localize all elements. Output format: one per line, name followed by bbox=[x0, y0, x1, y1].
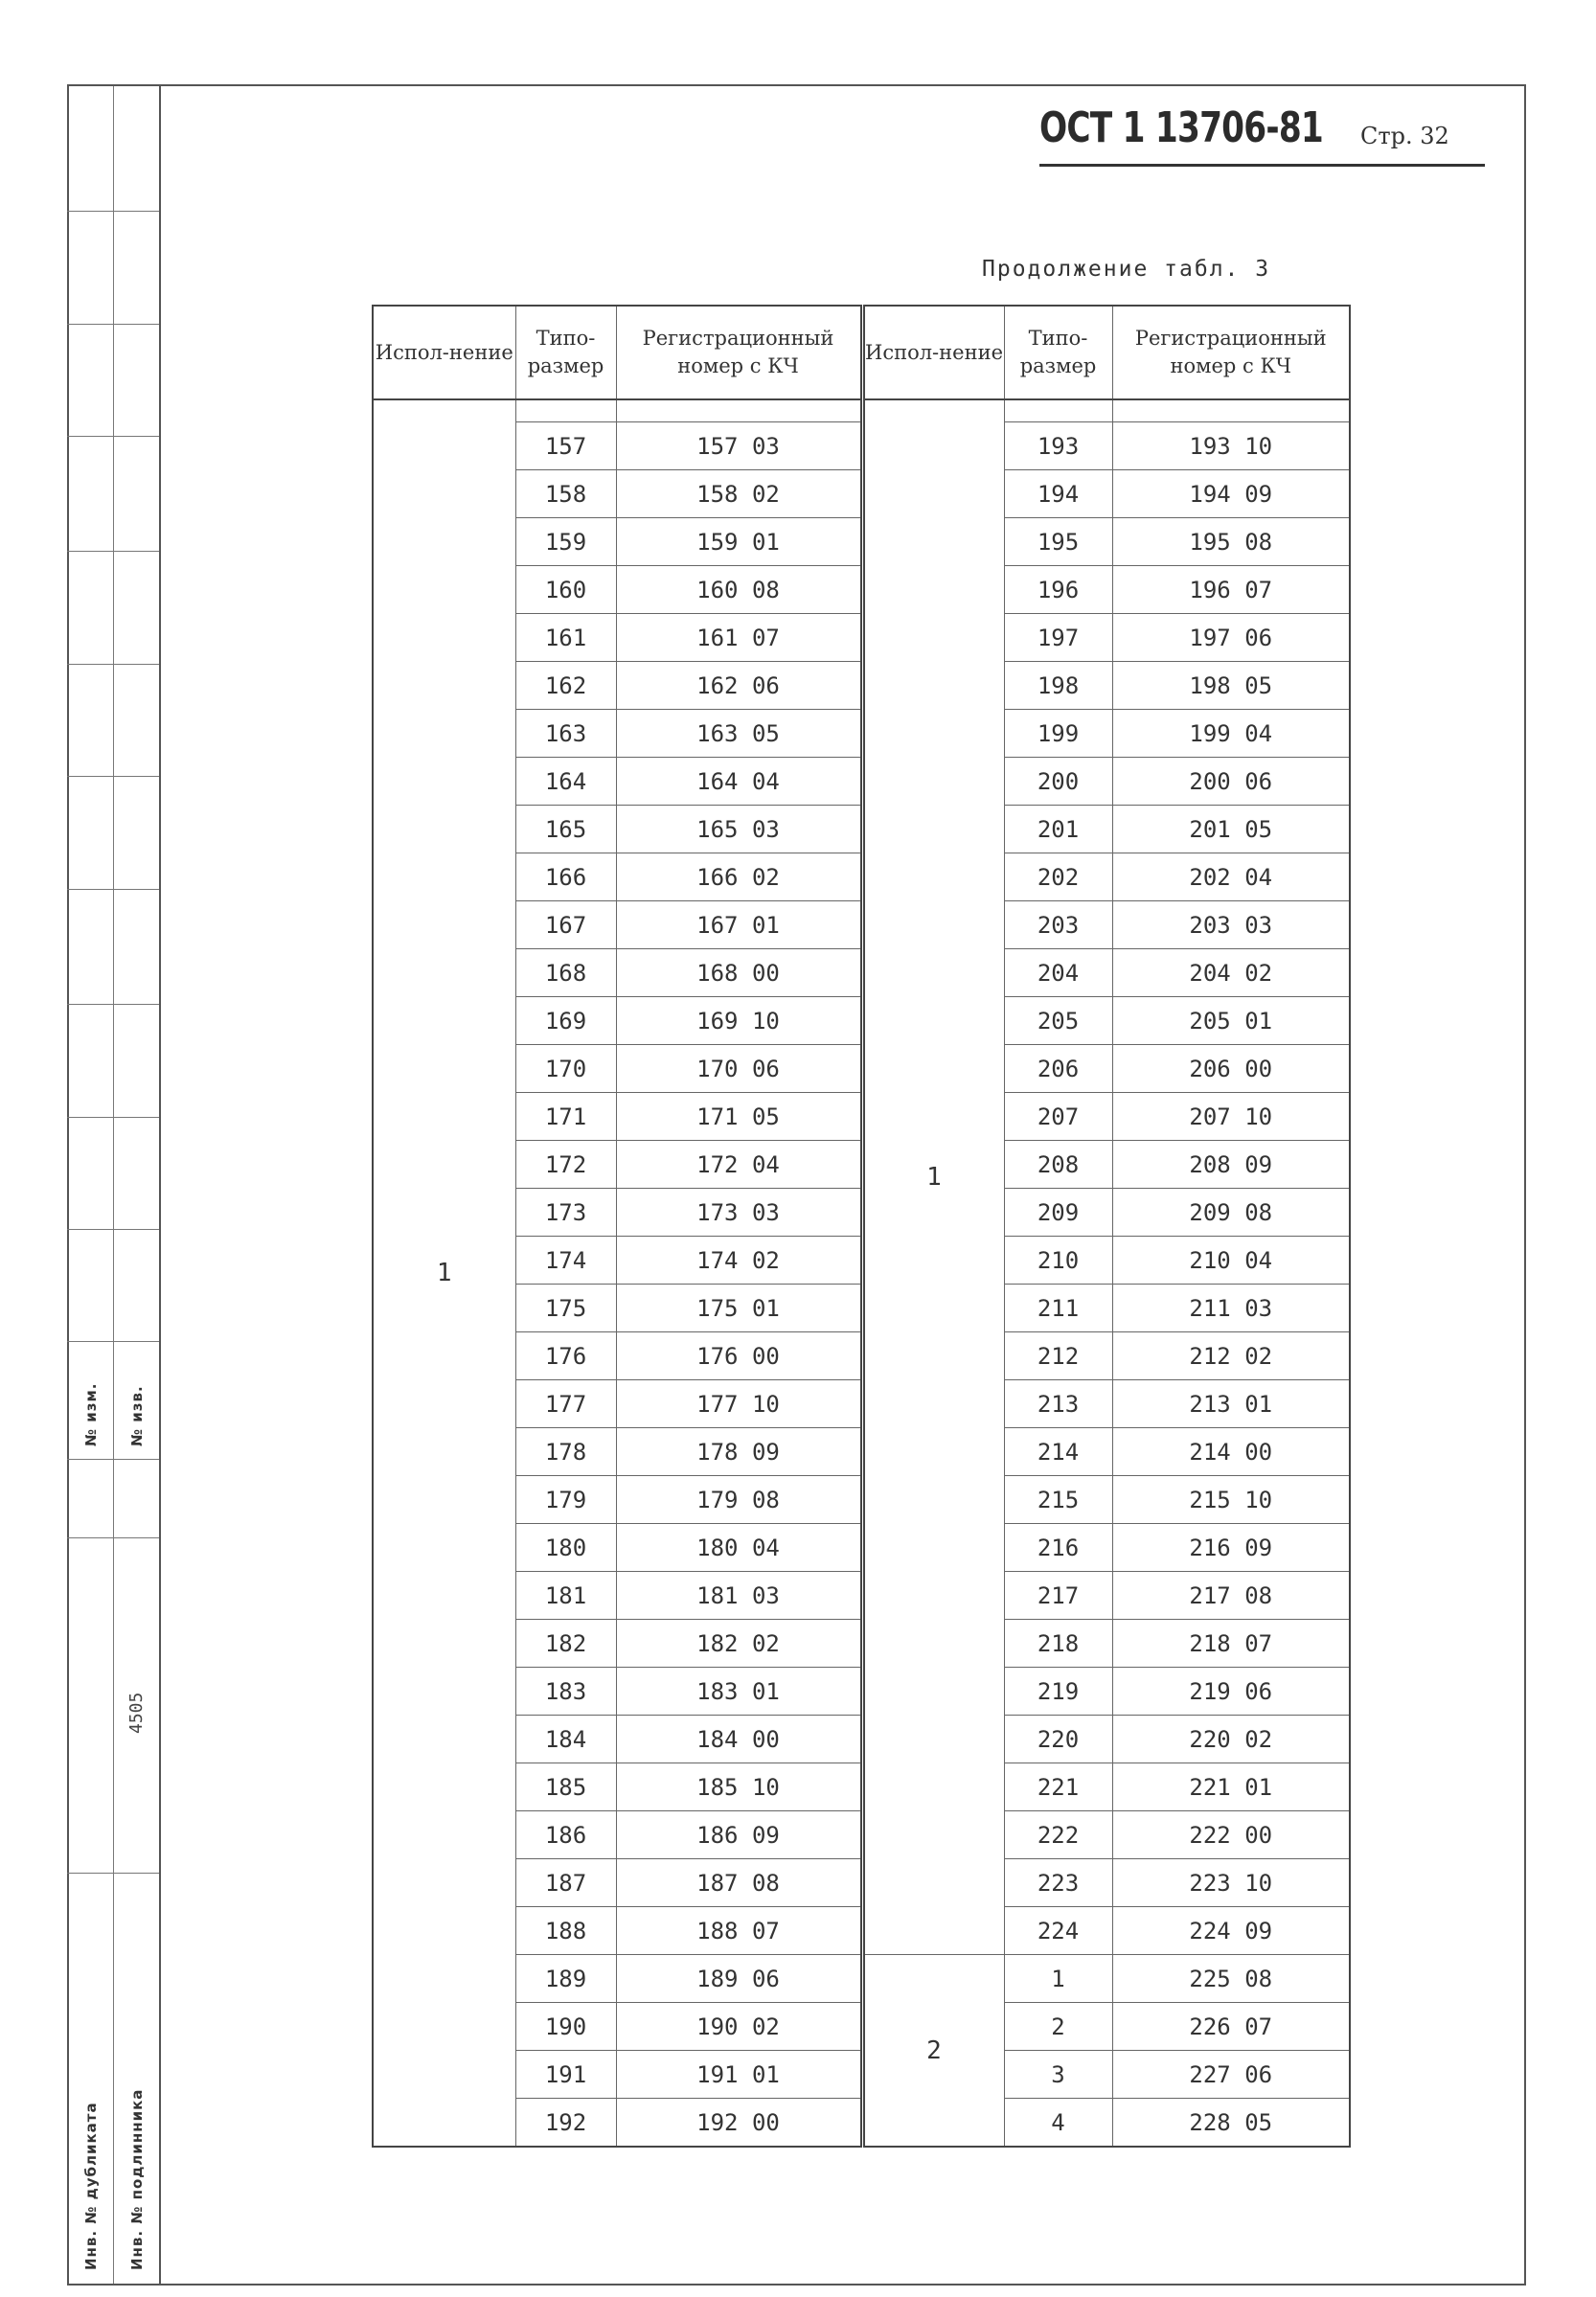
table-row bbox=[373, 949, 1350, 997]
stamp-rule bbox=[67, 664, 159, 665]
table-row bbox=[373, 1620, 1350, 1668]
reg-nomer-cell: 174 02 bbox=[616, 1237, 862, 1285]
stamp-rule bbox=[67, 1459, 159, 1460]
tiporazmer-cell: 189 bbox=[515, 1955, 616, 2003]
reg-nomer-cell: 181 03 bbox=[616, 1572, 862, 1620]
tiporazmer-cell: 192 bbox=[515, 2099, 616, 2148]
reg-nomer-cell: 208 09 bbox=[1112, 1141, 1350, 1189]
reg-nomer-cell: 167 01 bbox=[616, 901, 862, 949]
reg-nomer-cell: 164 04 bbox=[616, 758, 862, 806]
reg-nomer-cell: 207 10 bbox=[1112, 1093, 1350, 1141]
table-row bbox=[373, 1332, 1350, 1380]
stamp-rule bbox=[67, 776, 159, 777]
tiporazmer-cell: 166 bbox=[515, 853, 616, 901]
reg-nomer-cell: 196 07 bbox=[1112, 566, 1350, 614]
reg-nomer-cell: 190 02 bbox=[616, 2003, 862, 2051]
spacer-cell bbox=[1004, 399, 1112, 422]
reg-nomer-cell: 176 00 bbox=[616, 1332, 862, 1380]
table-row bbox=[373, 1093, 1350, 1141]
reg-nomer-cell: 161 07 bbox=[616, 614, 862, 662]
reg-nomer-cell: 163 05 bbox=[616, 710, 862, 758]
tiporazmer-cell: 195 bbox=[1004, 518, 1112, 566]
reg-nomer-cell: 194 09 bbox=[1112, 470, 1350, 518]
tiporazmer-cell: 190 bbox=[515, 2003, 616, 2051]
reg-nomer-cell: 186 09 bbox=[616, 1811, 862, 1859]
tiporazmer-cell: 208 bbox=[1004, 1141, 1112, 1189]
table-row bbox=[373, 614, 1350, 662]
reg-nomer-cell: 169 10 bbox=[616, 997, 862, 1045]
stamp-rule bbox=[67, 551, 159, 552]
tiporazmer-cell: 188 bbox=[515, 1907, 616, 1955]
reg-nomer-cell: 182 02 bbox=[616, 1620, 862, 1668]
reg-nomer-cell: 198 05 bbox=[1112, 662, 1350, 710]
tiporazmer-cell: 217 bbox=[1004, 1572, 1112, 1620]
stamp-rule bbox=[67, 1341, 159, 1342]
reg-nomer-cell: 206 00 bbox=[1112, 1045, 1350, 1093]
table-row bbox=[373, 1668, 1350, 1716]
tiporazmer-cell: 221 bbox=[1004, 1763, 1112, 1811]
tiporazmer-cell: 163 bbox=[515, 710, 616, 758]
reg-nomer-cell: 201 05 bbox=[1112, 806, 1350, 853]
reg-nomer-cell: 180 04 bbox=[616, 1524, 862, 1572]
podl-label: Инв. № подлинника bbox=[128, 2088, 146, 2270]
tiporazmer-cell: 207 bbox=[1004, 1093, 1112, 1141]
reg-nomer-cell: 159 01 bbox=[616, 518, 862, 566]
reg-nomer-cell: 166 02 bbox=[616, 853, 862, 901]
tiporazmer-cell: 180 bbox=[515, 1524, 616, 1572]
tiporazmer-cell: 186 bbox=[515, 1811, 616, 1859]
table-row bbox=[373, 1955, 1350, 2003]
registration-table bbox=[372, 305, 1351, 2148]
tiporazmer-cell: 171 bbox=[515, 1093, 616, 1141]
tiporazmer-cell: 187 bbox=[515, 1859, 616, 1907]
tiporazmer-cell: 218 bbox=[1004, 1620, 1112, 1668]
spacer-cell bbox=[1112, 399, 1350, 422]
izm-label: № изм. bbox=[82, 1382, 100, 1446]
tiporazmer-cell: 212 bbox=[1004, 1332, 1112, 1380]
reg-nomer-cell: 185 10 bbox=[616, 1763, 862, 1811]
page-number: Стр. 32 bbox=[1360, 123, 1449, 149]
tiporazmer-cell: 173 bbox=[515, 1189, 616, 1237]
tiporazmer-cell: 206 bbox=[1004, 1045, 1112, 1093]
table-row bbox=[373, 2003, 1350, 2051]
reg-nomer-cell: 209 08 bbox=[1112, 1189, 1350, 1237]
reg-nomer-cell: 205 01 bbox=[1112, 997, 1350, 1045]
tiporazmer-cell: 224 bbox=[1004, 1907, 1112, 1955]
tiporazmer-cell: 162 bbox=[515, 662, 616, 710]
reg-nomer-cell: 211 03 bbox=[1112, 1285, 1350, 1332]
tiporazmer-cell: 160 bbox=[515, 566, 616, 614]
reg-nomer-cell: 221 01 bbox=[1112, 1763, 1350, 1811]
reg-nomer-cell: 189 06 bbox=[616, 1955, 862, 2003]
reg-nomer-cell: 202 04 bbox=[1112, 853, 1350, 901]
tiporazmer-cell: 202 bbox=[1004, 853, 1112, 901]
tiporazmer-cell: 165 bbox=[515, 806, 616, 853]
col-header-reg-nomer: Регистрационный номер с КЧ bbox=[1112, 306, 1350, 399]
tiporazmer-cell: 161 bbox=[515, 614, 616, 662]
reg-nomer-cell: 204 02 bbox=[1112, 949, 1350, 997]
stamp-rule bbox=[67, 1229, 159, 1230]
reg-nomer-cell: 199 04 bbox=[1112, 710, 1350, 758]
tiporazmer-cell: 170 bbox=[515, 1045, 616, 1093]
stamp-rule bbox=[67, 211, 159, 212]
table-row bbox=[373, 566, 1350, 614]
reg-nomer-cell: 222 00 bbox=[1112, 1811, 1350, 1859]
reg-nomer-cell: 227 06 bbox=[1112, 2051, 1350, 2099]
reg-nomer-cell: 172 04 bbox=[616, 1141, 862, 1189]
table-row bbox=[373, 758, 1350, 806]
tiporazmer-cell: 4 bbox=[1004, 2099, 1112, 2148]
tiporazmer-cell: 196 bbox=[1004, 566, 1112, 614]
tiporazmer-cell: 219 bbox=[1004, 1668, 1112, 1716]
tiporazmer-cell: 159 bbox=[515, 518, 616, 566]
reg-nomer-cell: 175 01 bbox=[616, 1285, 862, 1332]
reg-nomer-cell: 223 10 bbox=[1112, 1859, 1350, 1907]
reg-nomer-cell: 225 08 bbox=[1112, 1955, 1350, 2003]
tiporazmer-cell: 172 bbox=[515, 1141, 616, 1189]
reg-nomer-cell: 224 09 bbox=[1112, 1907, 1350, 1955]
reg-nomer-cell: 203 03 bbox=[1112, 901, 1350, 949]
col-header-tiporazmer: Типо-размер bbox=[515, 306, 616, 399]
tiporazmer-cell: 176 bbox=[515, 1332, 616, 1380]
reg-nomer-cell: 219 06 bbox=[1112, 1668, 1350, 1716]
reg-nomer-cell: 210 04 bbox=[1112, 1237, 1350, 1285]
tiporazmer-cell: 184 bbox=[515, 1716, 616, 1763]
tiporazmer-cell: 213 bbox=[1004, 1380, 1112, 1428]
tiporazmer-cell: 214 bbox=[1004, 1428, 1112, 1476]
table-header-row bbox=[373, 306, 1350, 399]
spacer-cell bbox=[616, 399, 862, 422]
table-row bbox=[373, 2099, 1350, 2148]
tiporazmer-cell: 220 bbox=[1004, 1716, 1112, 1763]
tiporazmer-cell: 167 bbox=[515, 901, 616, 949]
reg-nomer-cell: 179 08 bbox=[616, 1476, 862, 1524]
table-row bbox=[373, 1285, 1350, 1332]
reg-nomer-cell: 187 08 bbox=[616, 1859, 862, 1907]
doc-code: ОСТ 1 13706-81 bbox=[1039, 103, 1324, 152]
table-row bbox=[373, 1476, 1350, 1524]
tiporazmer-cell: 222 bbox=[1004, 1811, 1112, 1859]
reg-nomer-cell: 168 00 bbox=[616, 949, 862, 997]
tiporazmer-cell: 200 bbox=[1004, 758, 1112, 806]
tiporazmer-cell: 203 bbox=[1004, 901, 1112, 949]
tiporazmer-cell: 179 bbox=[515, 1476, 616, 1524]
tiporazmer-cell: 185 bbox=[515, 1763, 616, 1811]
reg-nomer-cell: 188 07 bbox=[616, 1907, 862, 1955]
table-row bbox=[373, 1237, 1350, 1285]
reg-nomer-cell: 212 02 bbox=[1112, 1332, 1350, 1380]
tiporazmer-cell: 168 bbox=[515, 949, 616, 997]
tiporazmer-cell: 182 bbox=[515, 1620, 616, 1668]
col-header-ispolnenie: Испол-нение bbox=[373, 306, 515, 399]
table-row bbox=[373, 470, 1350, 518]
reg-nomer-cell: 160 08 bbox=[616, 566, 862, 614]
table-row bbox=[373, 997, 1350, 1045]
tiporazmer-cell: 164 bbox=[515, 758, 616, 806]
tiporazmer-cell: 194 bbox=[1004, 470, 1112, 518]
tiporazmer-cell: 175 bbox=[515, 1285, 616, 1332]
reg-nomer-cell: 178 09 bbox=[616, 1428, 862, 1476]
table-row bbox=[373, 1189, 1350, 1237]
reg-nomer-cell: 162 06 bbox=[616, 662, 862, 710]
tiporazmer-cell: 210 bbox=[1004, 1237, 1112, 1285]
stamp-rule bbox=[67, 436, 159, 437]
reg-nomer-cell: 195 08 bbox=[1112, 518, 1350, 566]
reg-nomer-cell: 157 03 bbox=[616, 422, 862, 470]
table-row bbox=[373, 1572, 1350, 1620]
stamp-rule bbox=[67, 889, 159, 890]
reg-nomer-cell: 177 10 bbox=[616, 1380, 862, 1428]
table-row bbox=[373, 1811, 1350, 1859]
col-header-reg-nomer: Регистрационный номер с КЧ bbox=[616, 306, 862, 399]
table-row bbox=[373, 853, 1350, 901]
reg-nomer-cell: 171 05 bbox=[616, 1093, 862, 1141]
tiporazmer-cell: 3 bbox=[1004, 2051, 1112, 2099]
stamp-rule bbox=[67, 324, 159, 325]
tiporazmer-cell: 209 bbox=[1004, 1189, 1112, 1237]
tiporazmer-cell: 177 bbox=[515, 1380, 616, 1428]
podl-value: 4505 bbox=[126, 1692, 147, 1734]
reg-nomer-cell: 228 05 bbox=[1112, 2099, 1350, 2148]
dubl-label: Инв. № дубликата bbox=[82, 2102, 100, 2270]
table-row bbox=[373, 1763, 1350, 1811]
reg-nomer-cell: 158 02 bbox=[616, 470, 862, 518]
table-row bbox=[373, 1045, 1350, 1093]
reg-nomer-cell: 191 01 bbox=[616, 2051, 862, 2099]
tiporazmer-cell: 223 bbox=[1004, 1859, 1112, 1907]
table-row bbox=[373, 2051, 1350, 2099]
tiporazmer-cell: 198 bbox=[1004, 662, 1112, 710]
reg-nomer-cell: 165 03 bbox=[616, 806, 862, 853]
izv-label: № изв. bbox=[128, 1385, 146, 1446]
col-header-ispolnenie: Испол-нение bbox=[862, 306, 1004, 399]
stamp-rule bbox=[67, 1537, 159, 1538]
header-underline bbox=[1039, 164, 1485, 167]
tiporazmer-cell: 193 bbox=[1004, 422, 1112, 470]
stamp-rule bbox=[67, 1873, 159, 1874]
reg-nomer-cell: 213 01 bbox=[1112, 1380, 1350, 1428]
table-row bbox=[373, 422, 1350, 470]
table-continuation-caption: Продолжение табл. 3 bbox=[982, 257, 1271, 282]
tiporazmer-cell: 211 bbox=[1004, 1285, 1112, 1332]
table-row bbox=[373, 710, 1350, 758]
table-row bbox=[373, 806, 1350, 853]
reg-nomer-cell: 184 00 bbox=[616, 1716, 862, 1763]
table-row bbox=[373, 1907, 1350, 1955]
spacer-row bbox=[373, 399, 1350, 422]
tiporazmer-cell: 1 bbox=[1004, 1955, 1112, 2003]
table-row bbox=[373, 1524, 1350, 1572]
tiporazmer-cell: 216 bbox=[1004, 1524, 1112, 1572]
table-row bbox=[373, 1428, 1350, 1476]
tiporazmer-cell: 178 bbox=[515, 1428, 616, 1476]
table-row bbox=[373, 1859, 1350, 1907]
table-row bbox=[373, 662, 1350, 710]
tiporazmer-cell: 157 bbox=[515, 422, 616, 470]
reg-nomer-cell: 200 06 bbox=[1112, 758, 1350, 806]
tiporazmer-cell: 215 bbox=[1004, 1476, 1112, 1524]
reg-nomer-cell: 215 10 bbox=[1112, 1476, 1350, 1524]
tiporazmer-cell: 183 bbox=[515, 1668, 616, 1716]
reg-nomer-cell: 197 06 bbox=[1112, 614, 1350, 662]
tiporazmer-cell: 204 bbox=[1004, 949, 1112, 997]
reg-nomer-cell: 170 06 bbox=[616, 1045, 862, 1093]
tiporazmer-cell: 169 bbox=[515, 997, 616, 1045]
col-header-tiporazmer: Типо-размер bbox=[1004, 306, 1112, 399]
reg-nomer-cell: 218 07 bbox=[1112, 1620, 1350, 1668]
reg-nomer-cell: 226 07 bbox=[1112, 2003, 1350, 2051]
reg-nomer-cell: 193 10 bbox=[1112, 422, 1350, 470]
ispolnenie-group-cell: 1 bbox=[373, 399, 515, 2147]
reg-nomer-cell: 220 02 bbox=[1112, 1716, 1350, 1763]
table-row bbox=[373, 1380, 1350, 1428]
reg-nomer-cell: 217 08 bbox=[1112, 1572, 1350, 1620]
reg-nomer-cell: 216 09 bbox=[1112, 1524, 1350, 1572]
tiporazmer-cell: 181 bbox=[515, 1572, 616, 1620]
ispolnenie-group-cell: 2 bbox=[862, 1955, 1004, 2148]
stamp-rule bbox=[67, 1117, 159, 1118]
tiporazmer-cell: 158 bbox=[515, 470, 616, 518]
table-row bbox=[373, 1141, 1350, 1189]
stamp-divider bbox=[113, 86, 114, 2284]
reg-nomer-cell: 214 00 bbox=[1112, 1428, 1350, 1476]
ispolnenie-group-cell: 1 bbox=[862, 399, 1004, 1955]
spacer-cell bbox=[515, 399, 616, 422]
tiporazmer-cell: 197 bbox=[1004, 614, 1112, 662]
table-row bbox=[373, 518, 1350, 566]
reg-nomer-cell: 173 03 bbox=[616, 1189, 862, 1237]
tiporazmer-cell: 174 bbox=[515, 1237, 616, 1285]
tiporazmer-cell: 191 bbox=[515, 2051, 616, 2099]
tiporazmer-cell: 201 bbox=[1004, 806, 1112, 853]
reg-nomer-cell: 192 00 bbox=[616, 2099, 862, 2148]
stamp-rule bbox=[67, 1004, 159, 1005]
reg-nomer-cell: 183 01 bbox=[616, 1668, 862, 1716]
table-row bbox=[373, 901, 1350, 949]
tiporazmer-cell: 199 bbox=[1004, 710, 1112, 758]
table-row bbox=[373, 1716, 1350, 1763]
tiporazmer-cell: 2 bbox=[1004, 2003, 1112, 2051]
tiporazmer-cell: 205 bbox=[1004, 997, 1112, 1045]
